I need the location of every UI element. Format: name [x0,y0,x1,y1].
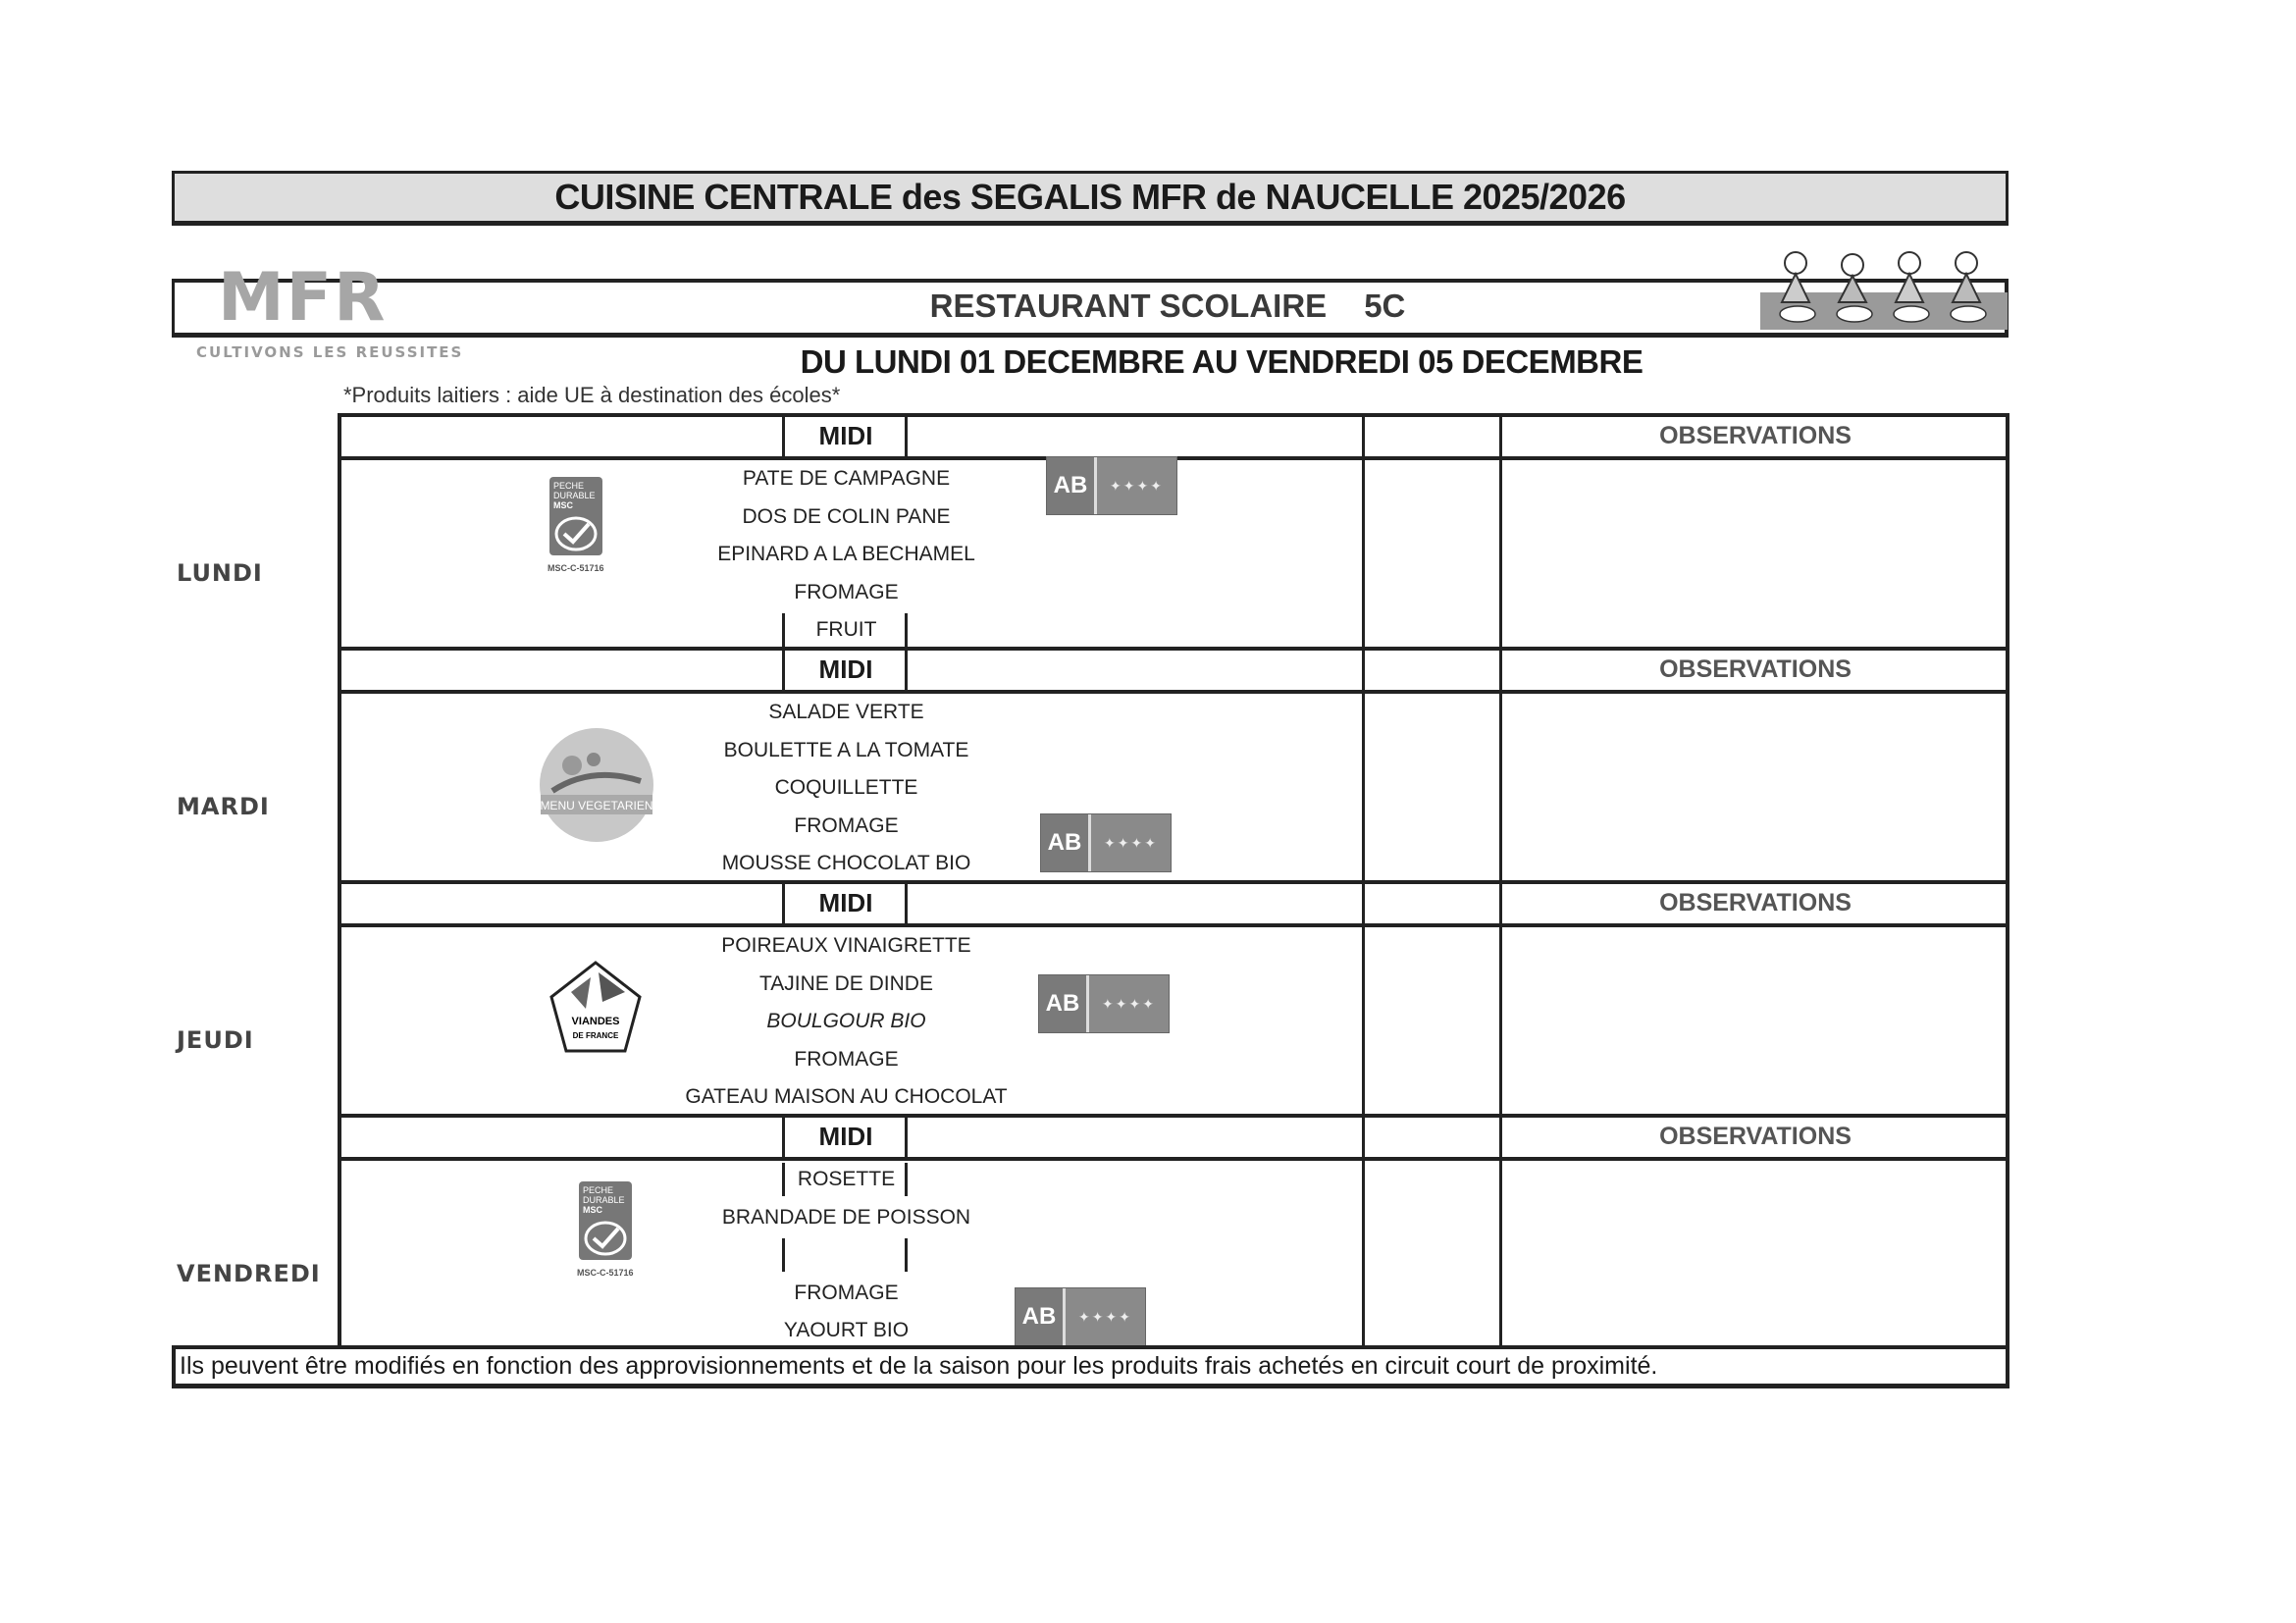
svg-text:DURABLE: DURABLE [553,491,596,500]
svg-text:PECHE: PECHE [583,1185,614,1195]
row-divider [338,923,2009,927]
svg-text:MSC: MSC [553,500,573,510]
dish-item: TAJINE DE DINDE [759,971,933,995]
dish-item: BOULETTE A LA TOMATE [723,738,969,761]
menu-vegetarien-icon [533,726,660,844]
dairy-note: *Produits laitiers : aide UE à destination des écoles* [343,383,841,407]
restaurant-code: 5C [1364,288,1406,324]
row-divider [338,880,2009,884]
dish-item: MOUSSE CHOCOLAT BIO [721,852,971,874]
day-label-jeudi: JEUDI [177,1026,254,1054]
msc-logo-graphic [579,1181,634,1262]
observations-header: OBSERVATIONS [1659,889,1852,916]
svg-text:VIANDES: VIANDES [571,1016,620,1027]
dish-item: COQUILLETTE [774,776,918,799]
dish-item: GATEAU MAISON AU CHOCOLAT [685,1085,1008,1108]
dish-slot-bar [782,1238,785,1272]
svg-text:MSC: MSC [583,1205,602,1215]
msc-code: MSC-C-51716 [577,1268,634,1278]
observations-header: OBSERVATIONS [1659,422,1852,449]
dish-slot-bar [782,613,785,647]
organic-ab-eu-icon: AB ✦✦✦✦ [1038,974,1170,1033]
meal-label-midi: MIDI [818,1122,873,1151]
viandes-de-france-icon [542,958,650,1056]
observations-header: OBSERVATIONS [1659,655,1852,683]
meal-label-midi: MIDI [818,654,873,684]
dish-slot-bar [905,613,908,647]
restaurant-title [687,285,1648,328]
svg-text:DE FRANCE: DE FRANCE [572,1031,619,1040]
dish-item: FROMAGE [794,1281,899,1304]
dish-item: PATE DE CAMPAGNE [742,467,951,490]
svg-text:DURABLE: DURABLE [583,1195,625,1205]
children-at-table-illustration [1760,243,2008,334]
date-range: DU LUNDI 01 DECEMBRE AU VENDREDI 05 DECEMBRE [800,343,1644,380]
msc-code: MSC-C-51716 [548,563,604,573]
restaurant-name: RESTAURANT SCOLAIRE [929,288,1328,324]
dish-slot-bar [905,1238,908,1272]
dish-item: BRANDADE DE POISSON [721,1205,971,1229]
svg-text:PECHE: PECHE [553,481,585,491]
dish-slot-bar [782,1163,785,1196]
observations-header: OBSERVATIONS [1659,1123,1852,1150]
row-divider [338,647,2009,651]
dish-item: FRUIT [815,618,877,641]
dish-slot-bar [905,1163,908,1196]
page-title: CUISINE CENTRALE des SEGALIS MFR de NAUCELLE 2025/2026 [172,171,2009,226]
dish-item: FROMAGE [794,1047,899,1071]
organic-ab-eu-icon: AB ✦✦✦✦ [1046,456,1177,515]
dish-item: FROMAGE [794,580,899,603]
meal-label-midi: MIDI [818,888,873,917]
msc-logo-graphic [549,477,604,557]
dish-item: YAOURT BIO [783,1319,910,1341]
meal-label-midi: MIDI [818,421,873,450]
svg-text:MENU VEGETARIEN: MENU VEGETARIEN [540,799,653,812]
dish-item: EPINARD A LA BECHAMEL [717,543,975,565]
day-label-mardi: MARDI [177,793,270,820]
dish-item: FROMAGE [794,813,899,837]
footer-note: Ils peuvent être modifiés en fonction des approvisionnements et de la saison pour les produits frais achetés en circuit court de proximité. [172,1345,2009,1388]
dish-item: BOULGOUR BIO [766,1010,926,1032]
dish-item: POIREAUX VINAIGRETTE [721,934,971,957]
mfr-tagline: CULTIVONS LES REUSSITES [196,343,464,361]
organic-ab-eu-icon: AB ✦✦✦✦ [1015,1287,1146,1346]
msc-sustainable-fishing-icon [549,477,604,557]
day-label-lundi: LUNDI [177,559,263,587]
row-divider [338,1114,2009,1118]
msc-sustainable-fishing-icon [579,1181,634,1262]
dish-item: ROSETTE [797,1168,896,1190]
dish-item: SALADE VERTE [768,701,924,723]
row-divider [338,690,2009,694]
mfr-logo: MFR [218,263,388,334]
row-divider [338,1157,2009,1161]
dish-item: DOS DE COLIN PANE [742,504,951,528]
day-label-vendredi: VENDREDI [177,1260,321,1287]
organic-ab-eu-icon: AB ✦✦✦✦ [1040,813,1172,872]
